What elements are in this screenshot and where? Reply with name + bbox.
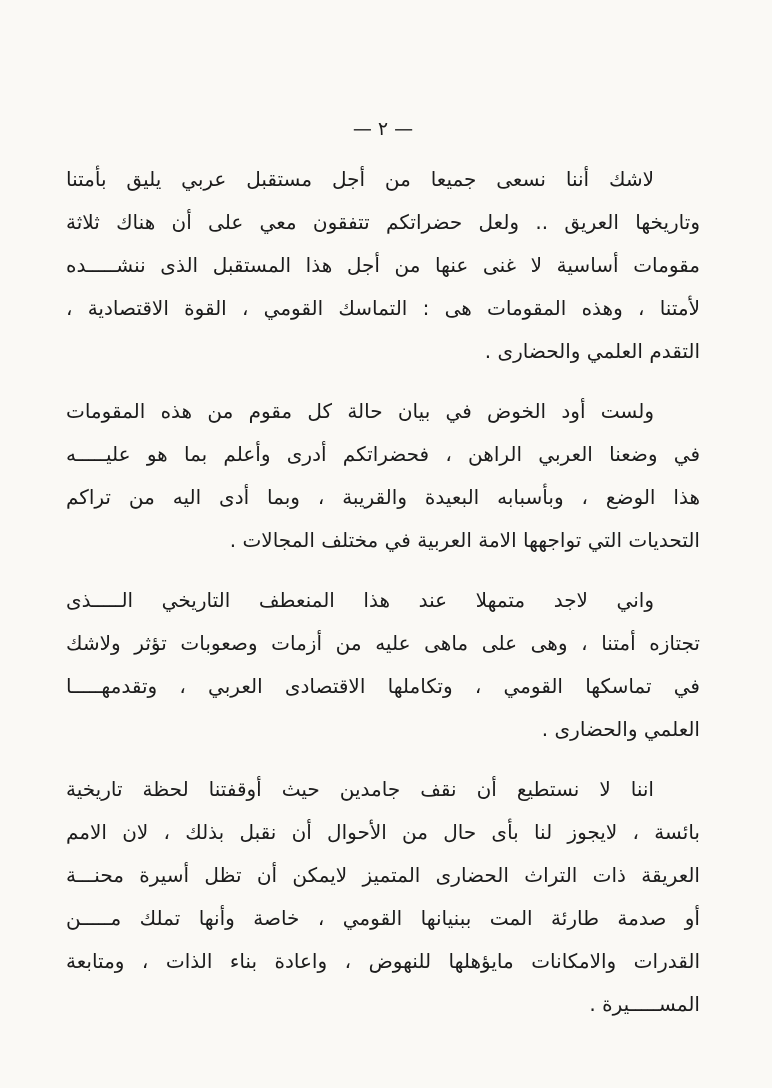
paragraph: [66, 158, 700, 373]
page-number: — ٢ —: [352, 118, 414, 140]
text-line: التقدم العلمي والحضارى .: [484, 339, 700, 363]
text-line: تجتازه أمتنا ، وهى على ماهى عليه من أزمات وصعوبات تؤثر ولاشك: [66, 631, 700, 655]
text-line: بائسة ، لايجوز لنا بأى حال من الأحوال أن نقبل بذلك ، لان الامم: [66, 820, 700, 844]
text-line: المســـــيرة .: [589, 992, 700, 1016]
text-line: في تماسكها القومي ، وتكاملها الاقتصادى العربي ، وتقدمهـــــا: [66, 674, 700, 698]
text-line: هذا الوضع ، وبأسبابه البعيدة والقريبة ، وبما أدى اليه من تراكم: [66, 485, 700, 509]
text-line: القدرات والامكانات مايؤهلها للنهوض ، واعادة بناء الذات ، ومتابعة: [66, 949, 700, 973]
text-line: العلمي والحضارى .: [541, 717, 700, 741]
text-line: ولست أود الخوض في بيان حالة كل مقوم من هذه المقومات: [66, 399, 654, 423]
text-line: لأمتنا ، وهذه المقومات هى : التماسك القومي ، القوة الاقتصادية ،: [66, 296, 700, 320]
paragraph: [66, 768, 700, 1026]
text-line: مقومات أساسية لا غنى عنها من أجل هذا المستقبل الذى ننشـــــده: [66, 253, 700, 277]
paragraph: [66, 579, 700, 751]
text-line: اننا لا نستطيع أن نقف جامدين حيث أوقفتنا لحظة تاريخية: [66, 777, 654, 801]
paragraph: [66, 390, 700, 562]
text-line: في وضعنا العربي الراهن ، فحضراتكم أدرى وأعلم بما هو عليـــــه: [66, 442, 700, 466]
text-line: لاشك أننا نسعى جميعا من أجل مستقبل عربي يليق بأمتنا: [66, 167, 654, 191]
text-line: التحديات التي تواجهها الامة العربية في مختلف المجالات .: [229, 528, 700, 552]
text-line: وتاريخها العريق .. ولعل حضراتكم تتفقون معي على أن هناك ثلاثة: [66, 210, 700, 234]
text-line: أو صدمة طارئة المت ببنيانها القومي ، خاصة وأنها تملك مـــــن: [66, 906, 700, 930]
text-line: واني لاجد متمهلا عند هذا المنعطف التاريخي الـــــذى: [66, 588, 654, 612]
text-line: العريقة ذات التراث الحضارى المتميز لايمكن أن تظل أسيرة محنـــة: [66, 863, 700, 887]
